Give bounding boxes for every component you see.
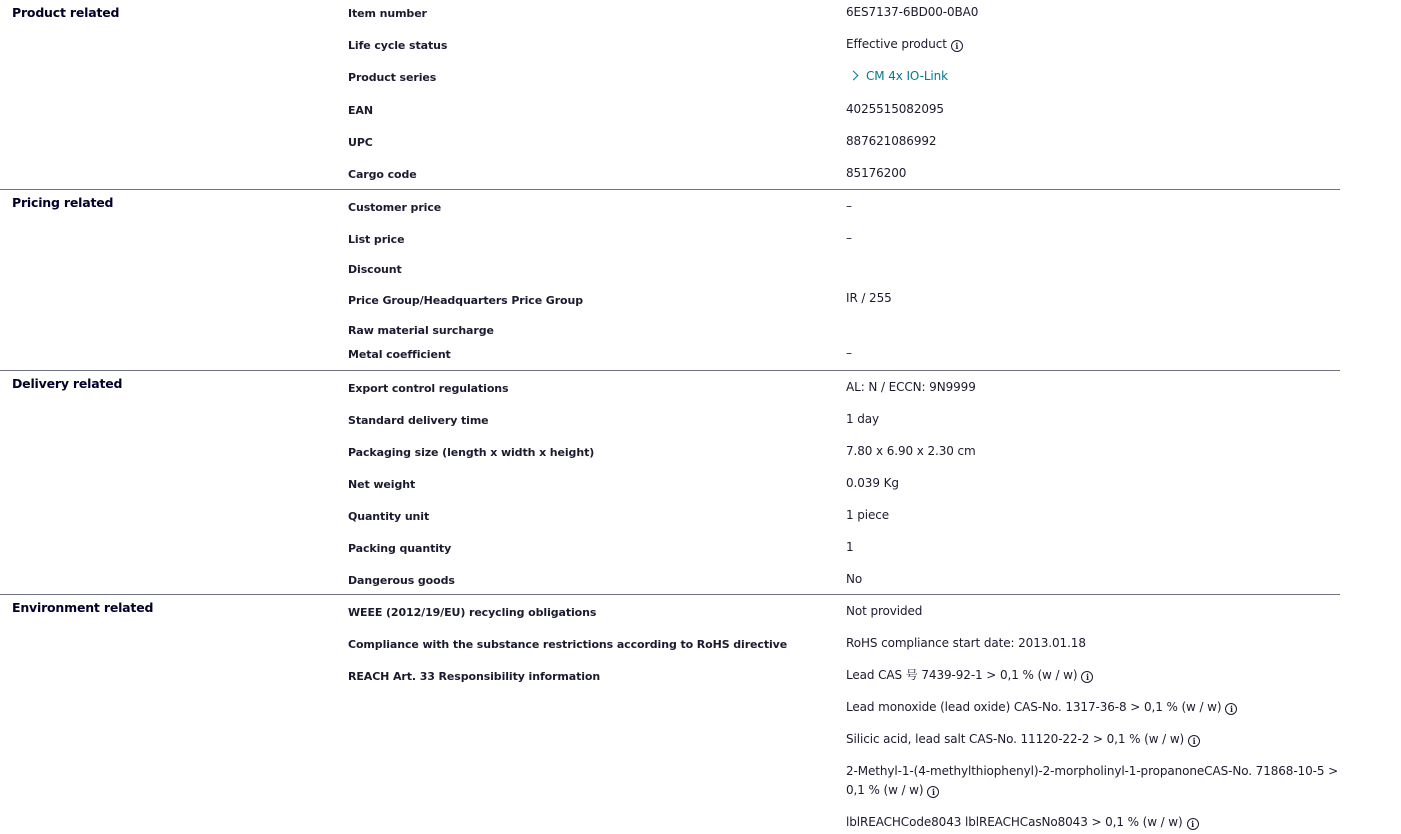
product-series-link[interactable] [846,67,1340,86]
field-label: Price Group/Headquarters Price Group [348,294,584,307]
field-value-text: – [846,199,852,213]
field-label: Metal coefficient [348,348,451,361]
field-label: Standard delivery time [348,414,489,427]
field-value-text: – [846,346,852,360]
section-title: Product related [12,5,120,20]
field-value-text: 1 [846,540,854,554]
field-value [846,570,1340,589]
field-value [846,100,1340,119]
field-label: REACH Art. 33 Responsibility information [348,670,601,683]
field-label: Net weight [348,478,416,491]
field-value-text: RoHS compliance start date: 2013.01.18 [846,636,1086,650]
field-value [846,3,1340,22]
field-value [846,132,1340,151]
field-label: Product series [348,71,437,84]
field-value [846,35,1340,54]
info-circle-icon[interactable]: i [951,40,963,52]
field-label: Packaging size (length x width x height) [348,446,595,459]
section-environment-related [0,595,1340,834]
section-delivery-related [0,371,1340,595]
field-value-text: No [846,572,863,586]
field-label: Cargo code [348,168,417,181]
field-value [846,506,1340,525]
info-circle-icon[interactable]: i [1187,818,1199,830]
section-title: Pricing related [12,195,114,210]
field-value [846,474,1340,493]
field-value [846,164,1340,183]
field-value-text: 7.80 x 6.90 x 2.30 cm [846,444,976,458]
field-label: Export control regulations [348,382,509,395]
info-circle-icon[interactable]: i [1188,735,1200,747]
field-label: Compliance with the substance restrictions according to RoHS directive [348,638,788,651]
chevron-right-icon [849,71,859,81]
field-value [846,289,1340,308]
field-value-text: 4025515082095 [846,102,944,116]
section-pricing-related [0,190,1340,371]
section-title: Environment related [12,600,154,615]
field-label: Life cycle status [348,39,448,52]
field-value [846,813,1340,832]
section-product-related [0,0,1340,190]
field-value-text: 2-Methyl-1-(4-methylthiophenyl)-2-morpholinyl-1-propanoneCAS-No. 71868-10-5 > 0,1 % (w / w) [846,764,1339,797]
field-value-text: 0.039 Kg [846,476,899,490]
field-value [846,730,1340,749]
field-value [846,762,1340,800]
field-label: Quantity unit [348,510,430,523]
field-value-text: Lead monoxide (lead oxide) CAS-No. 1317-36-8 > 0,1 % (w / w) [846,700,1222,714]
field-label: UPC [348,136,373,149]
field-label: Discount [348,263,402,276]
field-value-text: Not provided [846,604,923,618]
field-value [846,634,1340,653]
field-value [846,410,1340,429]
field-value-text: 6ES7137-6BD00-0BA0 [846,5,979,19]
field-label: WEEE (2012/19/EU) recycling obligations [348,606,597,619]
info-circle-icon[interactable]: i [927,786,939,798]
field-value-text: 887621086992 [846,134,937,148]
field-value [846,666,1340,685]
field-label: Customer price [348,201,442,214]
field-value [846,538,1340,557]
field-value-text: IR / 255 [846,291,892,305]
field-label: Dangerous goods [348,574,455,587]
field-value [846,442,1340,461]
field-label: Raw material surcharge [348,324,494,337]
field-value-text: Silicic acid, lead salt CAS-No. 11120-22-2 > 0,1 % (w / w) [846,732,1185,746]
field-value [846,229,1340,248]
field-value [846,378,1340,397]
field-value-text: – [846,231,852,245]
field-value-text: 1 piece [846,508,890,522]
field-value [846,698,1340,717]
field-value-text: Lead CAS 号 7439-92-1 > 0,1 % (w / w) [846,668,1078,682]
field-label: Packing quantity [348,542,452,555]
field-value-text: Effective product [846,37,947,51]
field-value-text: 85176200 [846,166,907,180]
field-value-text: lblREACHCode8043 lblREACHCasNo8043 > 0,1 % (w / w) [846,815,1183,829]
field-value-text: AL: N / ECCN: 9N9999 [846,380,976,394]
field-value-text: CM 4x IO-Link [866,69,949,83]
field-value [846,602,1340,621]
field-label: EAN [348,104,373,117]
field-value [846,197,1340,216]
section-title: Delivery related [12,376,123,391]
field-value-text: 1 day [846,412,880,426]
field-label: Item number [348,7,427,20]
info-circle-icon[interactable]: i [1225,703,1237,715]
field-label: List price [348,233,405,246]
info-circle-icon[interactable]: i [1081,671,1093,683]
field-value [846,344,1340,363]
